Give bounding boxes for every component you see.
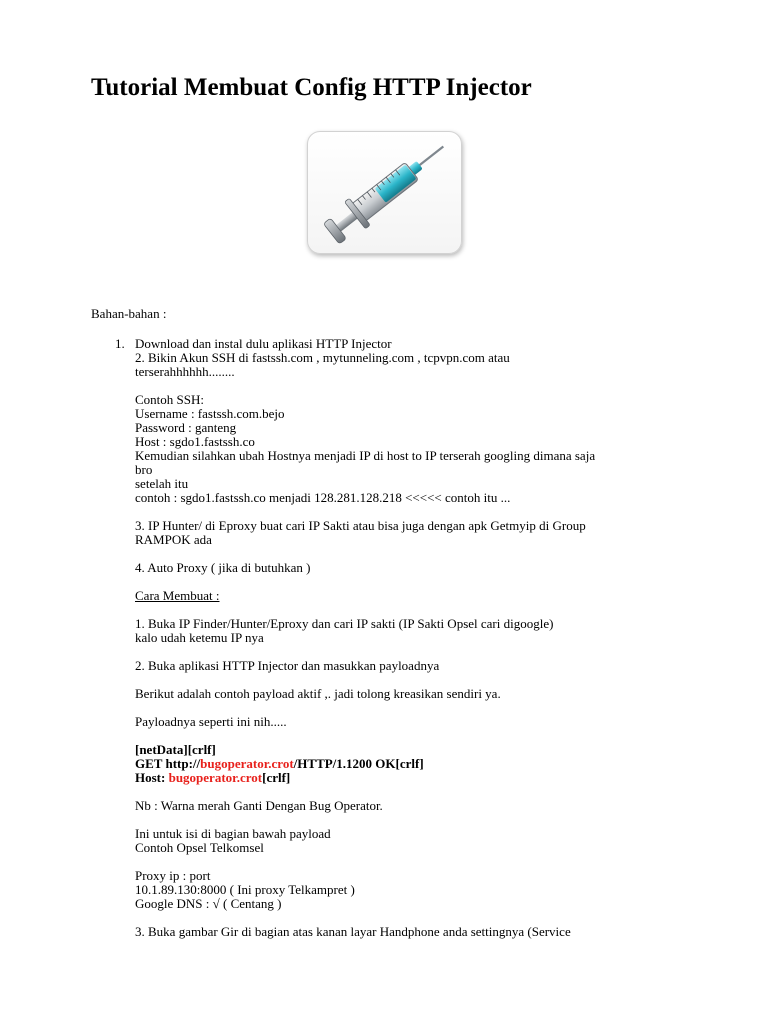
list-item-1: Download dan instal dulu aplikasi HTTP Injector	[135, 336, 392, 351]
ssh-username: Username : fastssh.com.bejo	[135, 406, 285, 421]
step-4: 4. Auto Proxy ( jika di butuhkan )	[135, 560, 311, 575]
payload-line-2	[135, 756, 424, 771]
isi-line1: Ini untuk isi di bagian bawah payload	[135, 826, 331, 841]
payload-bug-host: bugoperator.crot	[200, 756, 294, 771]
nb-note: Nb : Warna merah Ganti Dengan Bug Operator.	[135, 798, 383, 813]
list-number: 1.	[115, 336, 125, 351]
ssh-heading: Contoh SSH:	[135, 392, 204, 407]
proxy-value: 10.1.89.130:8000 ( Ini proxy Telkampret )	[135, 882, 355, 897]
proxy-label: Proxy ip : port	[135, 868, 211, 883]
ssh-note-line3: setelah itu	[135, 476, 189, 491]
payload-host-prefix: Host:	[135, 770, 169, 785]
payload-get-prefix: GET http://	[135, 756, 201, 771]
ssh-note-line1: Kemudian silahkan ubah Hostnya menjadi IP di host to IP terserah googling dimana saja	[135, 448, 596, 463]
ssh-note-line2: bro	[135, 462, 153, 477]
ssh-example: contoh : sgdo1.fastssh.co menjadi 128.281.128.218 <<<<< contoh itu ...	[135, 490, 511, 505]
cara-membuat-heading: Cara Membuat :	[135, 588, 220, 603]
intro-text: Bahan-bahan :	[91, 306, 167, 321]
payload-line-3	[135, 770, 290, 785]
page-title: Tutorial Membuat Config HTTP Injector	[91, 74, 532, 101]
step-2-line1: 2. Bikin Akun SSH di fastssh.com , mytunneling.com , tcpvpn.com atau	[135, 350, 510, 365]
ssh-password: Password : ganteng	[135, 420, 237, 435]
syringe-icon-card	[307, 131, 462, 254]
cara-1-line2: kalo udah ketemu IP nya	[135, 630, 264, 645]
berikut-text: Berikut adalah contoh payload aktif ,. jadi tolong kreasikan sendiri ya.	[135, 686, 501, 701]
step-3-line1: 3. IP Hunter/ di Eproxy buat cari IP Sakti atau bisa juga dengan apk Getmyip di Group	[135, 518, 586, 533]
step-2-line2: terserahhhhhh........	[135, 364, 235, 379]
payload-host-bug: bugoperator.crot	[168, 770, 263, 785]
google-dns: Google DNS : √ ( Centang )	[135, 896, 282, 911]
isi-line2: Contoh Opsel Telkomsel	[135, 840, 264, 855]
payload-line-1: [netData][crlf]	[135, 742, 216, 757]
ssh-host: Host : sgdo1.fastssh.co	[135, 434, 255, 449]
syringe-icon	[308, 132, 461, 253]
payload-intro: Payloadnya seperti ini nih.....	[135, 714, 287, 729]
cara-2: 2. Buka aplikasi HTTP Injector dan masukkan payloadnya	[135, 658, 440, 673]
cara-3: 3. Buka gambar Gir di bagian atas kanan layar Handphone anda settingnya (Service	[135, 924, 571, 939]
cara-1-line1: 1. Buka IP Finder/Hunter/Eproxy dan cari IP sakti (IP Sakti Opsel cari digoogle)	[135, 616, 554, 631]
payload-host-suffix: [crlf]	[262, 770, 291, 785]
step-3-line2: RAMPOK ada	[135, 532, 212, 547]
payload-get-suffix: /HTTP/1.1200 OK[crlf]	[293, 756, 424, 771]
